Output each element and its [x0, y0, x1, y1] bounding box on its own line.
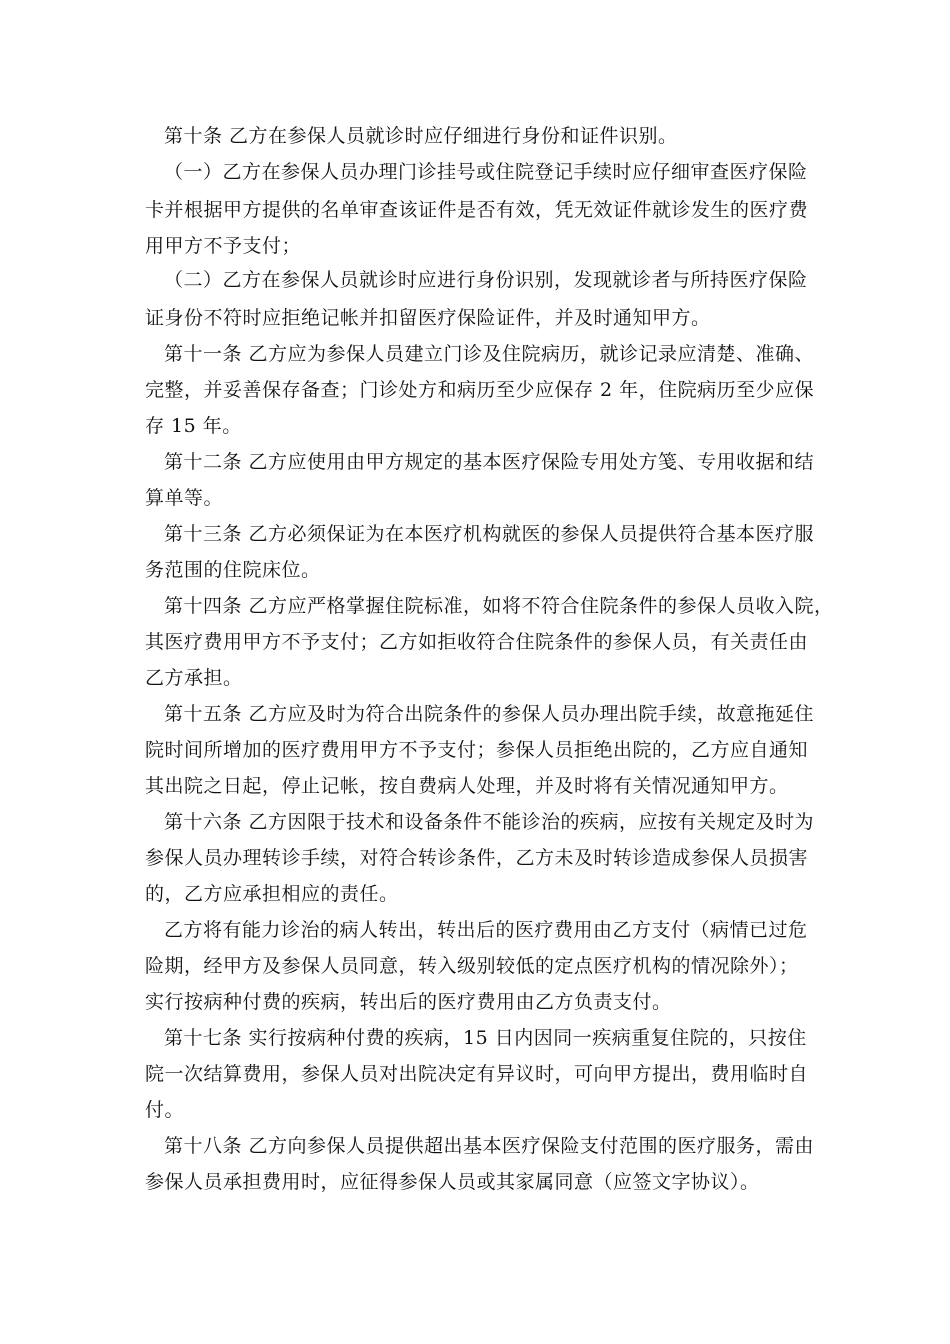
text-line: 第十四条 乙方应严格掌握住院标准，如将不符合住院条件的参保人员收入院，: [164, 595, 834, 617]
text-line: 院一次结算费用，参保人员对出院决定有异议时，可向甲方提出，费用临时自: [145, 1063, 809, 1085]
text-line: 第十条 乙方在参保人员就诊时应仔细进行身份和证件识别。: [164, 125, 678, 147]
text-line: 卡并根据甲方提供的名单审查该证件是否有效，凭无效证件就诊发生的医疗费: [145, 199, 809, 221]
text-line: 院时间所增加的医疗费用甲方不予支付；参保人员拒绝出院的，乙方应自通知: [145, 739, 809, 761]
text-line: 证身份不符时应拒绝记帐并扣留医疗保险证件，并及时通知甲方。: [145, 307, 711, 329]
text-line: （一）乙方在参保人员办理门诊挂号或住院登记手续时应仔细审查医疗保险: [164, 161, 808, 183]
text-line: 乙方将有能力诊治的病人转出，转出后的医疗费用由乙方支付（病情已过危: [164, 919, 808, 941]
text-line: 乙方承担。: [145, 667, 243, 689]
text-line: 第十二条 乙方应使用由甲方规定的基本医疗保险专用处方笺、专用收据和结: [164, 451, 815, 473]
text-line: 务范围的住院床位。: [145, 559, 321, 581]
text-line: 算单等。: [145, 487, 224, 509]
text-line: 险期，经甲方及参保人员同意，转入级别较低的定点医疗机构的情况除外）；: [145, 955, 799, 977]
text-line: 存 15 年。: [145, 415, 242, 437]
text-line: 第十七条 实行按病种付费的疾病，15 日内因同一疾病重复住院的，只按住: [164, 1027, 807, 1049]
text-line: 完整，并妥善保存备查；门诊处方和病历至少应保存 2 年，住院病历至少应保: [145, 379, 815, 401]
text-line: 付。: [145, 1099, 185, 1121]
text-line: 实行按病种付费的疾病，转出后的医疗费用由乙方负责支付。: [145, 991, 672, 1013]
text-line: 用甲方不予支付；: [145, 235, 302, 257]
text-line: （二）乙方在参保人员就诊时应进行身份识别，发现就诊者与所持医疗保险: [164, 269, 808, 291]
text-line: 参保人员办理转诊手续，对符合转诊条件，乙方未及时转诊造成参保人员损害: [145, 847, 809, 869]
text-line: 第十八条 乙方向参保人员提供超出基本医疗保险支付范围的医疗服务，需由: [164, 1135, 815, 1157]
text-line: 第十一条 乙方应为参保人员建立门诊及住院病历，就诊记录应清楚、准确、: [164, 343, 815, 365]
text-line: 第十六条 乙方因限于技术和设备条件不能诊治的疾病，应按有关规定及时为: [164, 811, 815, 833]
text-line: 其医疗费用甲方不予支付；乙方如拒收符合住院条件的参保人员，有关责任由: [145, 631, 809, 653]
text-line: 第十五条 乙方应及时为符合出院条件的参保人员办理出院手续，故意拖延住: [164, 703, 815, 725]
text-line: 的，乙方应承担相应的责任。: [145, 883, 399, 905]
text-line: 参保人员承担费用时，应征得参保人员或其家属同意（应签文字协议）。: [145, 1171, 760, 1193]
text-line: 第十三条 乙方必须保证为在本医疗机构就医的参保人员提供符合基本医疗服: [164, 523, 815, 545]
text-line: 其出院之日起，停止记帐，按自费病人处理，并及时将有关情况通知甲方。: [145, 775, 789, 797]
